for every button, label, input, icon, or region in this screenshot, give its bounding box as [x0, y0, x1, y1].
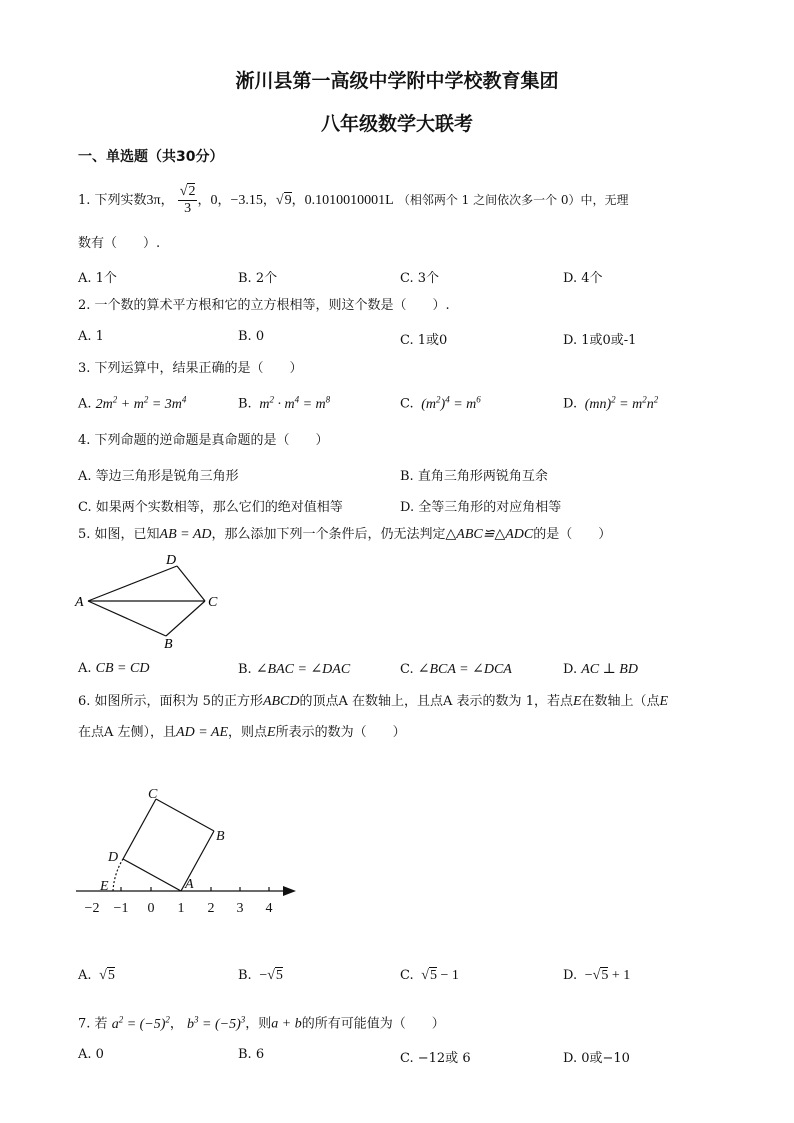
q6-abcd: ABCD: [262, 694, 300, 709]
q5-label-opt-d: D.: [563, 662, 578, 677]
q6-expr-b: −√5: [255, 968, 283, 983]
q6-label-d: D: [108, 850, 119, 865]
q1-option-d[interactable]: D. 4个: [563, 271, 603, 286]
q7-option-d[interactable]: D. 0或−10: [563, 1051, 630, 1066]
q7-expr-sum: a + b: [271, 1016, 302, 1032]
q3-option-d[interactable]: [563, 394, 658, 413]
q3-expr-b: $m^2 \cdot m^4 = m^8$: [255, 394, 331, 412]
q6-text-2: 的顶点A 在数轴上，且点A 表示的数为 1，若点: [299, 694, 573, 709]
q5-text-1: 5. 如图，已知: [78, 527, 160, 542]
question-4: 4. 下列命题的逆命题是真命题的是（ ）: [78, 433, 329, 448]
q6-label-opt-a: A.: [78, 968, 92, 983]
q1-frac-denominator: 3: [184, 201, 192, 216]
q2-option-a[interactable]: A. 1: [78, 329, 104, 344]
q6-option-d[interactable]: [563, 968, 630, 984]
axis-tick-2: 2: [207, 901, 215, 916]
q5-text-3: 的是（ ）: [533, 527, 612, 542]
q4-option-b[interactable]: B. 直角三角形两锐角互余: [400, 469, 548, 484]
q1-term-zero: 0: [210, 193, 218, 208]
q7-expr-b: $b^3 = (-5)^3$: [187, 1014, 246, 1032]
q6-expr-c: √5 − 1: [417, 968, 459, 983]
q3-option-a[interactable]: [78, 394, 186, 413]
q6-label-c: C: [148, 787, 158, 802]
q2-option-b[interactable]: B. 0: [238, 329, 265, 344]
question-6-line2: [78, 725, 406, 741]
q6-text-1: 6. 如图所示，面积为 5的正方形: [78, 694, 263, 709]
q6-condition: AD = AE: [176, 725, 228, 740]
question-6-line1: [78, 694, 668, 710]
q5-expr-c: ∠BCA = ∠DCA: [417, 662, 512, 677]
q1-sep-3: ，: [217, 193, 231, 208]
q1-fraction: $\frac{√2}{3}$: [179, 184, 196, 216]
q6-option-c[interactable]: [400, 968, 459, 984]
q1-option-a[interactable]: A. 1个: [78, 271, 117, 286]
axis-tick-0: 0: [147, 901, 155, 916]
q5-kite-figure: [70, 550, 230, 652]
q4-option-c[interactable]: C. 如果两个实数相等，那么它们的绝对值相等: [78, 500, 343, 515]
q3-label-b: B.: [238, 396, 252, 412]
q5-option-b[interactable]: [238, 661, 350, 678]
q1-sqrt9-radicand: 9: [284, 193, 292, 208]
q4-option-a[interactable]: A. 等边三角形是锐角三角形: [78, 469, 239, 484]
document-title: 淅川县第一高级中学附中学校教育集团: [235, 70, 559, 92]
q6-expr-a: √5: [95, 968, 115, 983]
q6-label-e: E: [100, 879, 109, 894]
q3-option-c[interactable]: [400, 394, 481, 413]
question-2: 2. 一个数的算术平方根和它的立方根相等，则这个数是（ ）.: [78, 298, 450, 313]
q3-expr-c: $(m^2)^4 = m^6$: [417, 394, 481, 412]
q5-condition: AB = AD: [159, 527, 212, 542]
q1-term-sqrt9: √9: [275, 193, 292, 208]
q3-label-c: C.: [400, 396, 414, 412]
question-5: [78, 527, 611, 543]
q6-e-3: E: [267, 725, 276, 740]
q1-prefix: 1. 下列实数: [78, 193, 147, 208]
q1-term-decimal: 0.1010010001L: [304, 193, 394, 208]
q5-label-b: B: [164, 637, 173, 652]
q2-option-d[interactable]: D. 1或0或-1: [563, 333, 637, 348]
q5-label-c: C: [208, 595, 218, 610]
q6-text-5: ，则点: [228, 725, 268, 740]
q5-label-a: A: [75, 595, 84, 610]
question-1: [78, 180, 629, 220]
q7-option-b[interactable]: B. 6: [238, 1047, 265, 1062]
axis-tick-1: 1: [177, 901, 185, 916]
q5-option-c[interactable]: [400, 661, 512, 678]
q1-sep-5: ，: [291, 193, 305, 208]
q6-text-6: 所表示的数为（ ）: [275, 725, 406, 740]
q5-expr-d: AC ⊥ BD: [581, 662, 638, 677]
q5-expr-a: CB = CD: [95, 661, 150, 676]
q3-expr-a: $2m^2 + m^2 = 3m^4$: [95, 394, 187, 412]
q5-label-opt-a: A.: [78, 661, 92, 676]
q1-option-b[interactable]: B. 2个: [238, 271, 278, 286]
question-7: 7. 若 $a^2 = (-5)^2$， $b^3 = (-5)^3$，则a + b的所有可能值为（ ）: [78, 1014, 445, 1032]
q5-option-d[interactable]: [563, 661, 638, 678]
q6-e-1: E: [572, 694, 582, 709]
document-subtitle: 八年级数学大联考: [320, 113, 473, 135]
axis-tick-neg2: −2: [84, 901, 100, 916]
q6-label-opt-d: D.: [563, 968, 578, 983]
q6-square-figure: [70, 780, 310, 920]
q5-congruence: △ABC≌△ADC: [445, 527, 534, 542]
q1-line2: 数有（ ）.: [78, 236, 161, 251]
q6-label-b: B: [216, 829, 225, 844]
q1-option-c[interactable]: C. 3个: [400, 271, 440, 286]
q6-e-2: E: [659, 694, 669, 709]
q7-option-a[interactable]: A. 0: [78, 1047, 104, 1062]
q6-label-opt-c: C.: [400, 968, 414, 983]
axis-tick-neg1: −1: [113, 901, 129, 916]
number-line-arrow-icon: [283, 886, 296, 896]
q1-sep-1: ，: [160, 193, 174, 208]
q1-sep-4: ，: [262, 193, 276, 208]
q7-option-c[interactable]: C. −12或 6: [400, 1051, 471, 1066]
q6-option-a[interactable]: [78, 968, 115, 984]
q6-text-3: 在数轴上（点: [581, 694, 660, 709]
q6-text-4: 在点A 左侧），且: [78, 725, 177, 740]
q6-expr-d: −√5 + 1: [581, 968, 631, 983]
q6-option-b[interactable]: [238, 968, 283, 984]
q4-option-d[interactable]: D. 全等三角形的对应角相等: [400, 500, 562, 515]
q1-sep-2: ，: [197, 193, 211, 208]
axis-tick-3: 3: [236, 901, 244, 916]
q3-label-d: D.: [563, 396, 578, 412]
q5-label-opt-b: B.: [238, 662, 252, 677]
q5-expr-b: ∠BAC = ∠DAC: [255, 662, 351, 677]
q1-term-neg: −3.15: [230, 193, 263, 208]
q3-expr-d: $(mn)^2 = m^2n^2$: [581, 394, 659, 412]
q6-label-a: A: [185, 877, 194, 892]
section-heading: 一、单选题（共30分）: [78, 149, 224, 165]
q3-label-a: A.: [78, 396, 92, 412]
q5-label-d: D: [166, 553, 177, 568]
q7-expr-a: $a^2 = (-5)^2$: [111, 1014, 170, 1032]
q5-text-2: ，那么添加下列一个条件后，仍无法判定: [211, 527, 446, 542]
q5-option-a[interactable]: [78, 661, 149, 677]
q3-option-b[interactable]: [238, 394, 330, 413]
q7-text-3: 的所有可能值为（ ）: [301, 1016, 445, 1032]
q1-tail: （相邻两个 1 之间依次多一个 0）中，无理: [397, 193, 629, 207]
axis-tick-4: 4: [265, 901, 273, 916]
q6-label-opt-b: B.: [238, 968, 252, 983]
q7-text-1: 7. 若: [78, 1016, 108, 1032]
q1-term-3pi: 3π: [146, 193, 161, 208]
q2-option-c[interactable]: C. 1或0: [400, 333, 448, 348]
q1-frac-numerator: 2: [188, 184, 196, 199]
q5-label-opt-c: C.: [400, 662, 414, 677]
question-3: 3. 下列运算中，结果正确的是（ ）: [78, 361, 303, 376]
q7-text-2: ，则: [245, 1016, 272, 1032]
